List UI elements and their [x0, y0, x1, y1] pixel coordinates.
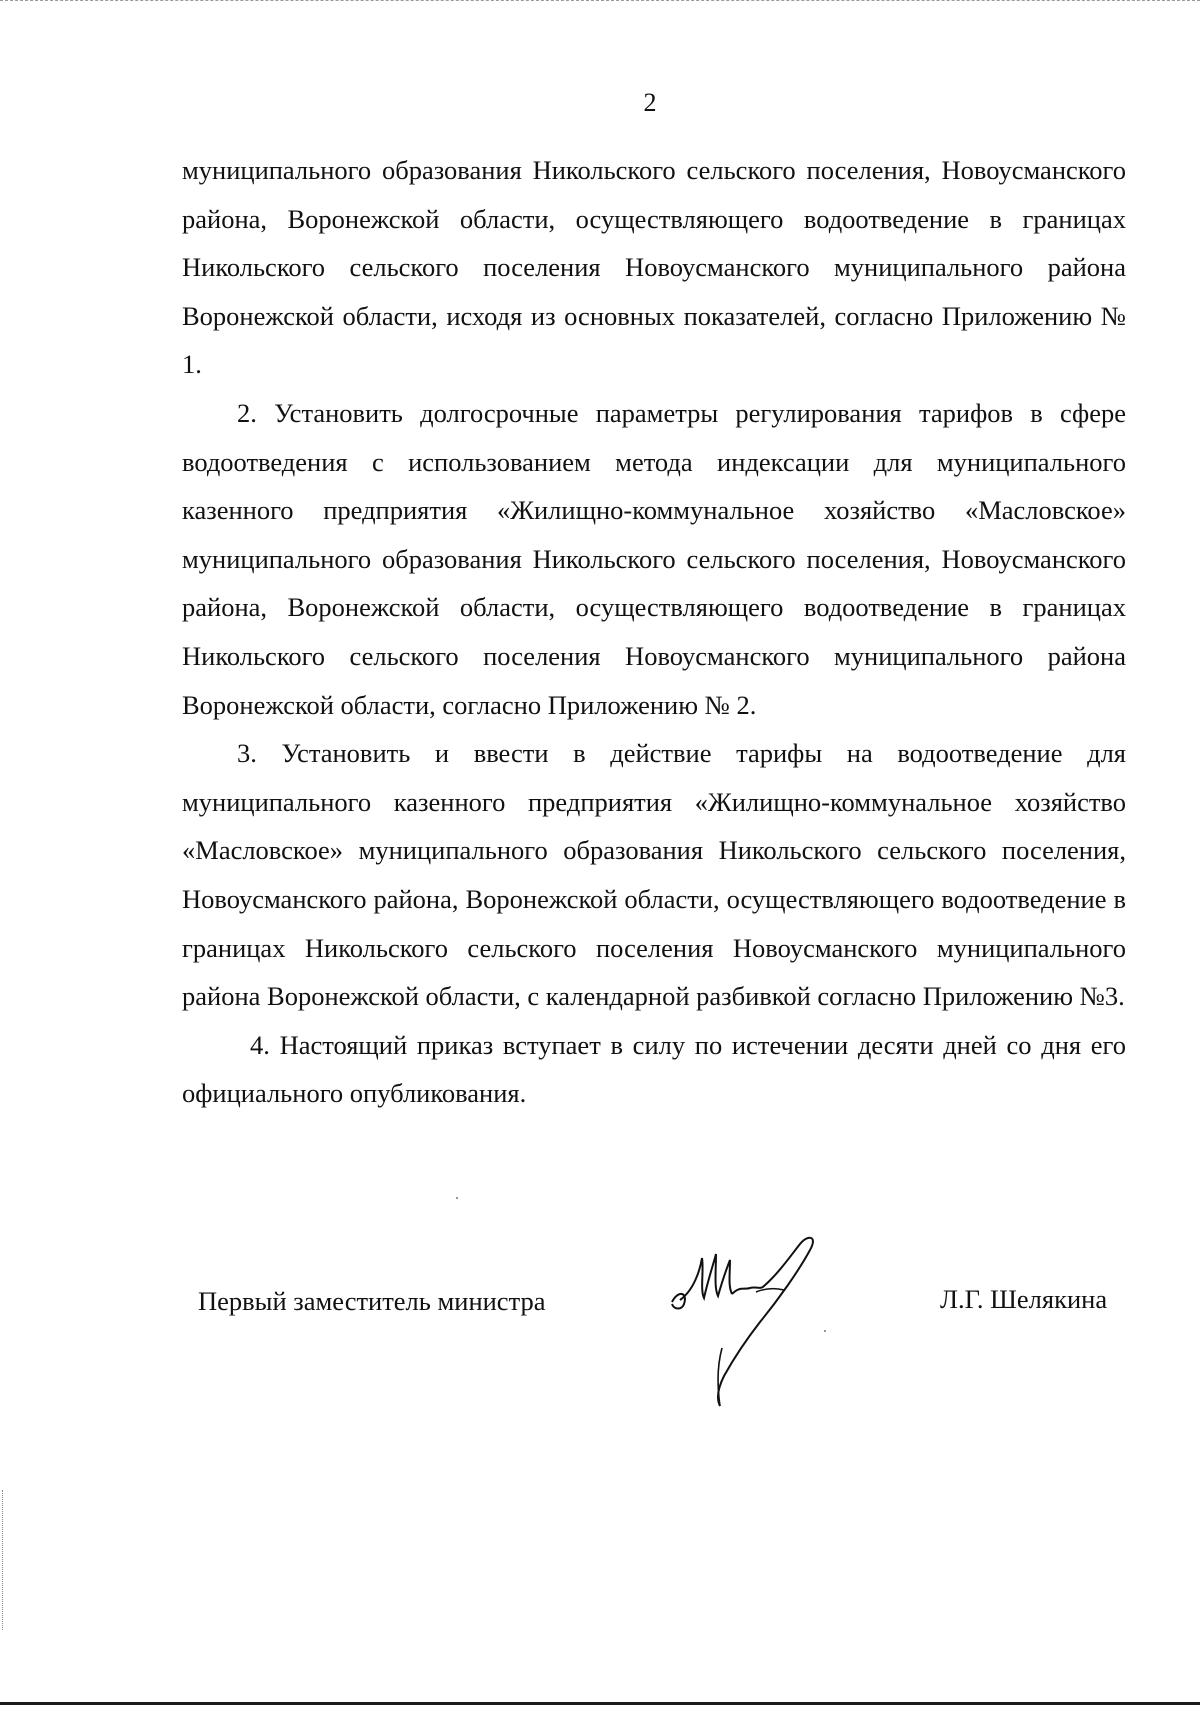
scan-speck	[824, 1330, 826, 1332]
paragraph-2: 2. Установить долгосрочные параметры регулирования тарифов в сфере водоотведения с использованием метода индексации для муниципального казенного предприятия «Жилищно-коммунальное хозяйство «Масловское» муниципального образования Никольского сельского поселения, Новоусманского района, Воронежской области, осуществляющего водоотведение в границах Никольского сельского поселения Новоусманского муниципального района Воронежской области, согласно Приложению № 2.	[182, 397, 1126, 720]
signatory-position: Первый заместитель министра	[198, 1286, 546, 1316]
page-number: 2	[643, 88, 657, 117]
scan-edge-left	[2, 1490, 4, 1630]
document-body	[182, 146, 1126, 1118]
paragraph-4: 4. Настоящий приказ вступает в силу по истечении десяти дней со дня его официального опубликования.	[182, 1029, 1126, 1109]
scan-edge-bottom	[0, 1702, 1200, 1705]
scan-speck	[456, 1197, 458, 1199]
scan-edge-top	[0, 0, 1200, 3]
signature-block	[0, 1260, 1200, 1420]
handwritten-signature	[660, 1230, 850, 1410]
paragraph-3: 3. Установить и ввести в действие тарифы на водоотведение для муниципального казенного предприятия «Жилищно-коммунальное хозяйство «Масловское» муниципального образования Никольского сельского поселения, Новоусманского района, Воронежской области, осуществляющего водоотведение в границах Никольского сельского поселения Новоусманского муниципального района Воронежской области, с календарной разбивкой согласно Приложению №3.	[182, 738, 1126, 1012]
paragraph-1-continuation: муниципального образования Никольского сельского поселения, Новоусманского района, Воронежской области, осуществляющего водоотведение в границах Никольского сельского поселения Новоусманского муниципального района Воронежской области, исходя из основных показателей, согласно Приложению № 1.	[182, 155, 1126, 380]
signatory-name: Л.Г. Шелякина	[940, 1284, 1108, 1314]
